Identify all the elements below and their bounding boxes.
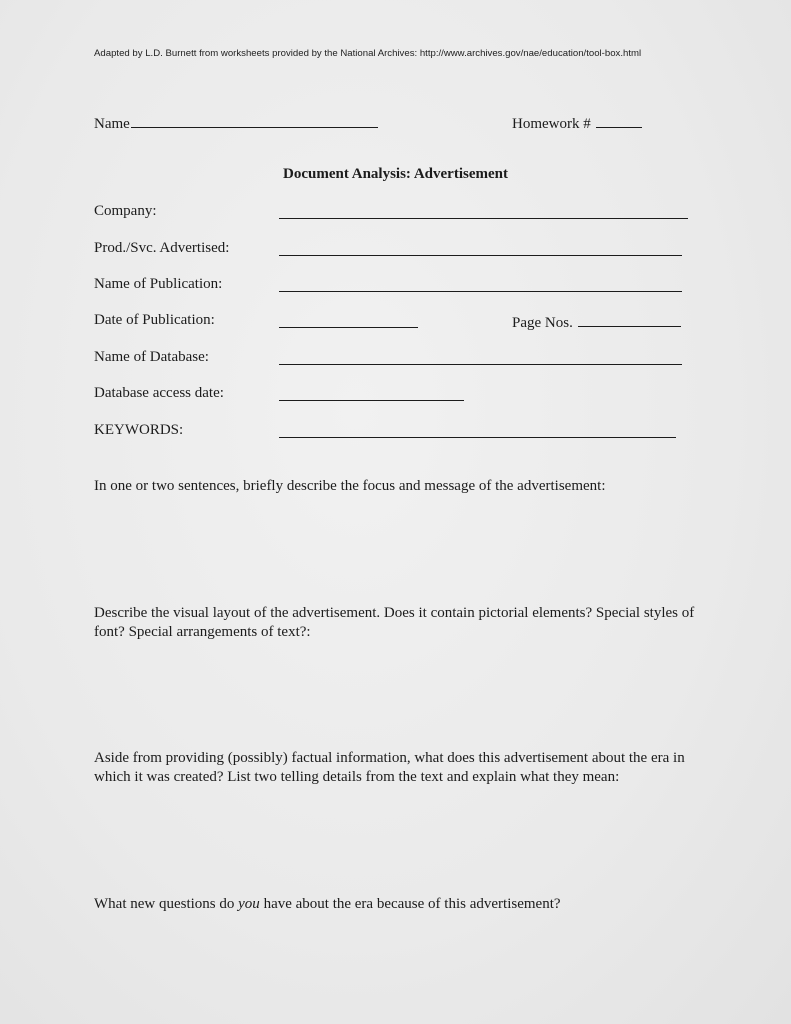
product-blank[interactable] [279, 255, 682, 256]
publication-name-label: Name of Publication: [94, 276, 223, 292]
question-era-details: Aside from providing (possibly) factual information, what does this advertisement about the era in which it was created? List two telling details from the text and explain what they mean: [94, 750, 685, 785]
product-label: Prod./Svc. Advertised: [94, 240, 230, 256]
name-field [94, 113, 378, 133]
database-name-blank[interactable] [279, 364, 682, 365]
page-nos-blank[interactable] [578, 312, 681, 327]
publication-name-blank[interactable] [279, 291, 682, 292]
question-new-questions-end: have about the era because of this advertisement? [259, 896, 561, 912]
database-access-blank[interactable] [279, 400, 464, 401]
company-blank[interactable] [279, 218, 688, 219]
question-new-questions [94, 895, 704, 914]
keywords-blank[interactable] [279, 437, 676, 438]
credit-line: Adapted by L.D. Burnett from worksheets provided by the National Archives: http://www.archives.gov/nae/education/tool-box.html [94, 48, 642, 59]
publication-date-blank[interactable] [279, 327, 418, 328]
question-focus: In one or two sentences, briefly describe the focus and message of the advertisement: [94, 478, 606, 494]
question-new-questions-start: What new questions do [94, 896, 239, 912]
publication-date-label: Date of Publication: [94, 312, 215, 328]
page-title: Document Analysis: Advertisement [283, 166, 508, 182]
database-name-label: Name of Database: [94, 349, 209, 365]
homework-field [512, 113, 642, 133]
company-label: Company: [94, 203, 157, 219]
page-nos-field [512, 312, 681, 332]
homework-label: Homework # [512, 116, 591, 132]
homework-blank[interactable] [596, 113, 642, 128]
database-access-label: Database access date: [94, 385, 224, 401]
name-blank[interactable] [131, 113, 378, 128]
question-emphasis-you: you [238, 896, 260, 912]
question-visual-layout: Describe the visual layout of the advertisement. Does it contain pictorial elements? Special styles of font? Special arrangements of text?: [94, 605, 695, 640]
page-nos-label: Page Nos. [512, 315, 573, 331]
keywords-label: KEYWORDS: [94, 422, 184, 438]
name-label: Name [94, 116, 130, 132]
